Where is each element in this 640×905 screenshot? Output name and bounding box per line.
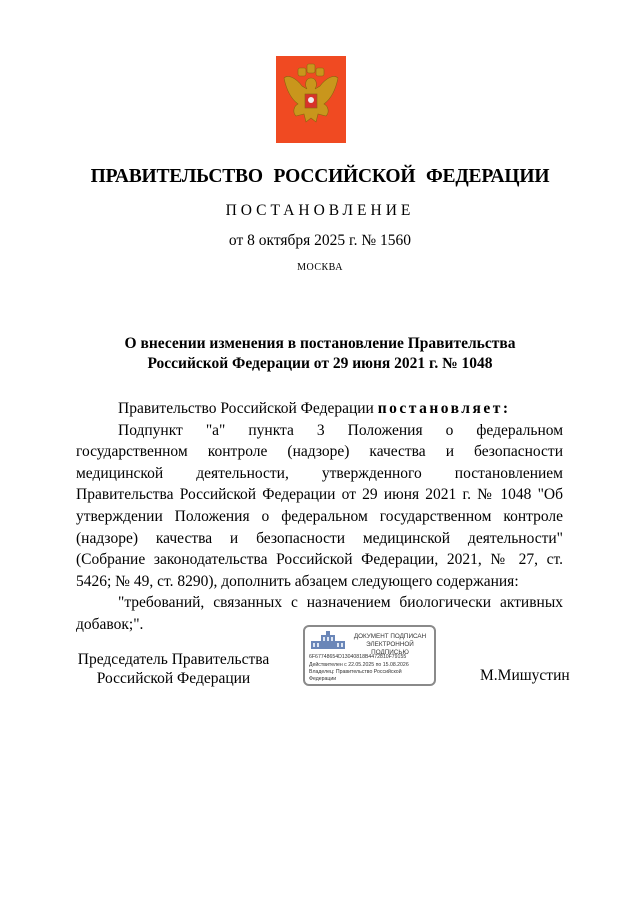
paragraph: Подпункт "а" пункта 3 Положения о федеральном государственном контроле (надзоре) качества и безопасности медицинской деятельности, утвержденного постановлением Правительства Российской Федерации от 29 июня 2021 г. № 1048 "Об утверждении Положения о федеральном государственном контроле (надзоре) качества и безопасности медицинской деятельности" (Собрание законодательства Российской Федерации, 2021, № 27, ст. 5426; № 49, ст. 8290), дополнить абзацем следующего содержания:	[76, 421, 563, 590]
coat-of-arms-emblem	[276, 56, 346, 143]
certificate-owner: Владелец: Правительство Российской	[309, 669, 402, 675]
paragraph-text: Правительство Российской Федерации	[118, 400, 378, 417]
resolves-word: постановляет:	[377, 400, 511, 417]
document-body	[76, 398, 563, 636]
stamp-heading-line: ДОКУМЕНТ ПОДПИСАН	[353, 633, 427, 640]
paragraph: "требований, связанных с назначением биологически активных добавок;".	[76, 594, 563, 633]
government-heading: ПРАВИТЕЛЬСТВО РОССИЙСКОЙ ФЕДЕРАЦИИ	[90, 166, 550, 187]
document-type: ПОСТАНОВЛЕНИЕ	[225, 202, 415, 219]
signatory-name: М.Мишустин	[480, 667, 570, 684]
certificate-number: 6F67748654D13040818B4472810F79155	[309, 654, 407, 660]
date-number: от 8 октября 2025 г. № 1560	[228, 232, 412, 249]
title-line: Российской Федерации от 29 июня 2021 г. № 1048	[147, 355, 493, 372]
paragraph	[76, 398, 563, 420]
stamp-heading-line: ЭЛЕКТРОННОЙ ПОДПИСЬЮ	[366, 641, 414, 656]
document-title	[0, 334, 640, 374]
title-line: О внесении изменения в постановление Правительства	[124, 335, 516, 352]
position-line: Председатель Правительства	[77, 651, 270, 668]
city: МОСКВА	[297, 262, 343, 273]
signatory-position	[76, 650, 271, 688]
position-line: Российской Федерации	[96, 670, 251, 687]
certificate-validity: Действителен с 22.05.2025 по 15.08.2026	[309, 662, 409, 668]
electronic-signature-stamp	[303, 625, 436, 686]
government-building-icon	[311, 631, 345, 649]
certificate-owner: Федерации	[309, 676, 337, 682]
